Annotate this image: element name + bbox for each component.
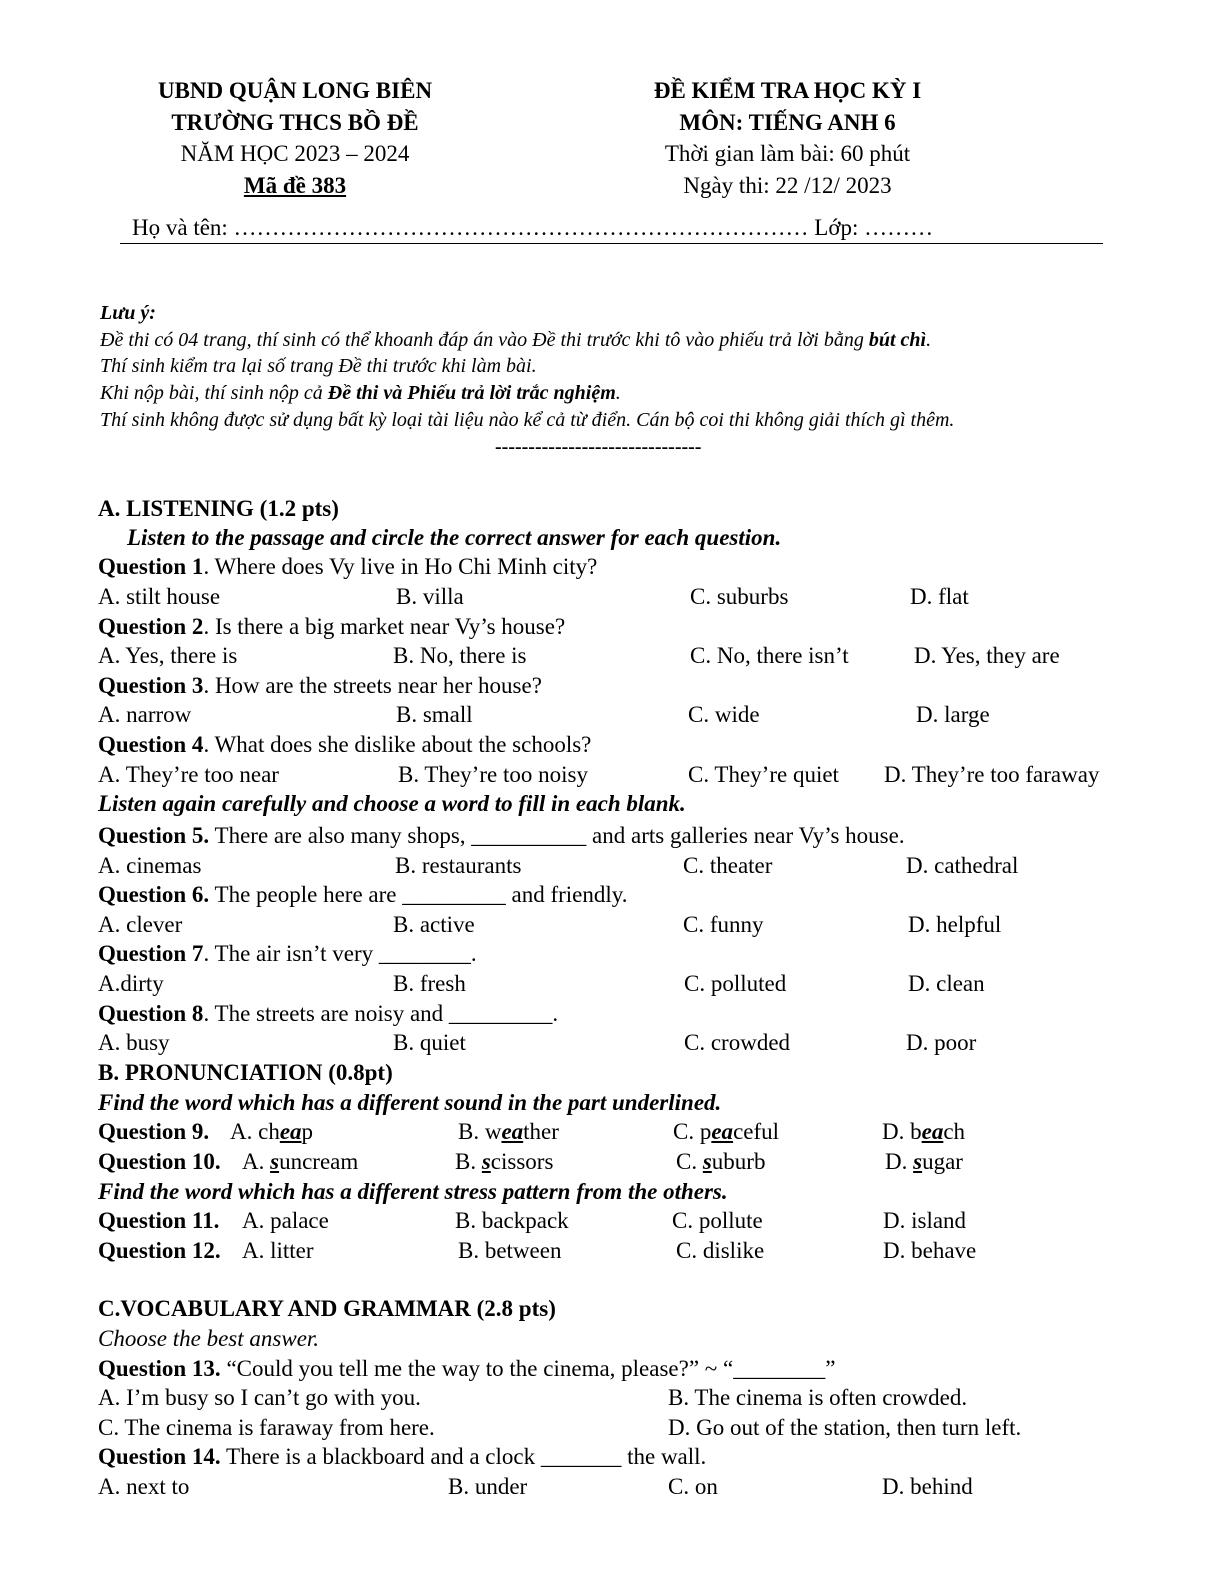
- q10-option-d[interactable]: [885, 1149, 963, 1175]
- q9-c-post: ceful: [733, 1119, 780, 1144]
- question-2-label: Question 2: [98, 614, 204, 639]
- q7-option-a[interactable]: A.dirty: [98, 971, 164, 996]
- q6-option-c[interactable]: C. funny: [683, 912, 764, 937]
- question-2-text: . Is there a big market near Vy’s house?: [203, 614, 566, 639]
- q11-option-a[interactable]: A. palace: [242, 1208, 329, 1233]
- question-14-label: Question 14.: [98, 1444, 221, 1469]
- section-a-instruction-1: Listen to the passage and circle the correct answer for each question.: [127, 525, 782, 550]
- q11-option-d[interactable]: D. island: [883, 1208, 967, 1233]
- header-exam-date: Ngày thi: 22 /12/ 2023: [683, 173, 892, 198]
- q7-option-c[interactable]: C. polluted: [684, 971, 787, 996]
- note-line-1-text: Đề thi có 04 trang, thí sinh có thể khoanh đáp án vào Đề thi trước khi tô vào phiếu trả lời bằng: [100, 329, 869, 351]
- question-5-text: There are also many shops, __________ and arts galleries near Vy’s house.: [209, 823, 905, 848]
- q11-label: Question 11.: [98, 1208, 220, 1233]
- q12-label: Question 12.: [98, 1238, 221, 1263]
- header-duration: Thời gian làm bài: 60 phút: [664, 141, 911, 166]
- header-exam-title: ĐỀ KIỂM TRA HỌC KỲ I: [653, 78, 922, 103]
- q10-b-post: cissors: [490, 1149, 554, 1174]
- header-school: TRƯỜNG THCS BỒ ĐỀ: [171, 110, 419, 135]
- q8-option-c[interactable]: C. crowded: [684, 1030, 791, 1055]
- question-5: [98, 823, 905, 849]
- question-4-text: . What does she dislike about the schools?: [203, 732, 592, 757]
- q9-b-underlined: ea: [501, 1119, 524, 1144]
- q14-option-c[interactable]: C. on: [668, 1474, 718, 1499]
- note-line-2: Thí sinh kiểm tra lại số trang Đề thi trước khi làm bài.: [100, 355, 537, 377]
- student-name-line: Họ và tên: ………………………………………………………………… Lớp: ………: [132, 215, 934, 240]
- q13-option-c[interactable]: C. The cinema is faraway from here.: [98, 1415, 435, 1440]
- q10-a-underlined: s: [270, 1149, 280, 1174]
- note-line-4: Thí sinh không được sử dụng bất kỳ loại tài liệu nào kể cả từ điển. Cán bộ coi thi không giải thích gì thêm.: [100, 409, 955, 431]
- q9-d-post: ch: [943, 1119, 966, 1144]
- question-2: [98, 614, 565, 640]
- q5-option-d[interactable]: D. cathedral: [906, 853, 1019, 878]
- q14-option-d[interactable]: D. behind: [882, 1474, 973, 1499]
- q9-d-underlined: ea: [921, 1119, 944, 1144]
- question-13-label: Question 13.: [98, 1356, 221, 1381]
- header-exam-code-wrap: [110, 173, 480, 199]
- note-line-3-end: .: [615, 382, 621, 404]
- q3-option-d[interactable]: D. large: [916, 702, 990, 727]
- note-line-1-end: .: [926, 329, 932, 351]
- q12-option-c[interactable]: C. dislike: [676, 1238, 765, 1263]
- q11-option-c[interactable]: C. pollute: [672, 1208, 763, 1233]
- question-7-text: . The air isn’t very ________.: [203, 941, 477, 966]
- q13-option-b[interactable]: B. The cinema is often crowded.: [668, 1385, 968, 1410]
- q5-option-c[interactable]: C. theater: [683, 853, 773, 878]
- q4-option-d[interactable]: D. They’re too faraway: [884, 762, 1100, 787]
- section-c-instruction: Choose the best answer.: [98, 1326, 320, 1351]
- question-6-label: Question 6.: [98, 882, 210, 907]
- question-4-label: Question 4: [98, 732, 204, 757]
- q9-option-b[interactable]: [458, 1119, 559, 1145]
- q9-option-c[interactable]: [673, 1119, 779, 1145]
- q1-option-c[interactable]: C. suburbs: [690, 584, 789, 609]
- q10-d-underlined: s: [913, 1149, 923, 1174]
- q2-option-c[interactable]: C. No, there isn’t: [690, 643, 849, 668]
- question-3-label: Question 3: [98, 673, 204, 698]
- q9-c-underlined: ea: [711, 1119, 734, 1144]
- question-1-text: . Where does Vy live in Ho Chi Minh city?: [203, 554, 598, 579]
- q2-option-a[interactable]: A. Yes, there is: [98, 643, 238, 668]
- question-8: [98, 1001, 558, 1027]
- section-c-title: C.VOCABULARY AND GRAMMAR (2.8 pts): [98, 1296, 556, 1321]
- question-6-text: The people here are _________ and friendly.: [209, 882, 628, 907]
- q9-label: Question 9.: [98, 1119, 210, 1144]
- section-a-title: A. LISTENING (1.2 pts): [98, 496, 339, 521]
- q10-d-pre: D.: [885, 1149, 914, 1174]
- question-1-label: Question 1: [98, 554, 204, 579]
- q11-option-b[interactable]: B. backpack: [455, 1208, 569, 1233]
- q14-option-a[interactable]: A. next to: [98, 1474, 190, 1499]
- q10-a-post: uncream: [279, 1149, 359, 1174]
- q9-a-underlined: ea: [279, 1119, 302, 1144]
- q10-c-pre: C.: [676, 1149, 703, 1174]
- section-b-instruction-2: Find the word which has a different stress pattern from the others.: [98, 1179, 728, 1204]
- q6-option-b[interactable]: B. active: [393, 912, 475, 937]
- question-1: [98, 554, 597, 580]
- q12-option-b[interactable]: B. between: [458, 1238, 562, 1263]
- q6-option-a[interactable]: A. clever: [98, 912, 183, 937]
- q8-option-a[interactable]: A. busy: [98, 1030, 170, 1055]
- question-5-label: Question 5.: [98, 823, 210, 848]
- q13-option-a[interactable]: A. I’m busy so I can’t go with you.: [98, 1385, 421, 1410]
- header-school-year: NĂM HỌC 2023 – 2024: [180, 141, 410, 166]
- exam-code: Mã đề 383: [243, 173, 347, 198]
- q3-option-c[interactable]: C. wide: [688, 702, 760, 727]
- question-14-text: There is a blackboard and a clock _______ the wall.: [220, 1444, 707, 1469]
- question-3: [98, 673, 542, 699]
- q5-option-b[interactable]: B. restaurants: [395, 853, 522, 878]
- q9-a-pre: A. ch: [230, 1119, 280, 1144]
- q9-option-a[interactable]: [230, 1119, 313, 1145]
- q6-option-d[interactable]: D. helpful: [908, 912, 1002, 937]
- q7-option-d[interactable]: D. clean: [908, 971, 985, 996]
- q8-option-b[interactable]: B. quiet: [393, 1030, 466, 1055]
- q4-option-b[interactable]: B. They’re too noisy: [398, 762, 588, 787]
- question-13-text: “Could you tell me the way to the cinema, please?” ~ “________”: [220, 1356, 836, 1381]
- q10-b-pre: B.: [455, 1149, 482, 1174]
- q7-option-b[interactable]: B. fresh: [393, 971, 466, 996]
- note-line-1: [100, 329, 931, 352]
- q10-d-post: ugar: [922, 1149, 963, 1174]
- question-8-text: . The streets are noisy and _________.: [203, 1001, 559, 1026]
- q12-option-a[interactable]: A. litter: [242, 1238, 314, 1263]
- q1-option-b[interactable]: B. villa: [396, 584, 464, 609]
- question-13: [98, 1356, 835, 1382]
- q1-option-d[interactable]: D. flat: [910, 584, 969, 609]
- q2-option-b[interactable]: B. No, there is: [393, 643, 527, 668]
- q8-option-d[interactable]: D. poor: [906, 1030, 977, 1055]
- q14-option-b[interactable]: B. under: [448, 1474, 528, 1499]
- section-a-instruction-2: Listen again carefully and choose a word to fill in each blank.: [98, 791, 686, 816]
- notes-divider: -------------------------------: [495, 436, 702, 458]
- q2-option-d[interactable]: D. Yes, they are: [914, 643, 1060, 668]
- question-4: [98, 732, 591, 758]
- q10-option-b[interactable]: [455, 1149, 553, 1175]
- q9-d-pre: D. b: [882, 1119, 922, 1144]
- q4-option-c[interactable]: C. They’re quiet: [688, 762, 839, 787]
- question-3-text: . How are the streets near her house?: [203, 673, 542, 698]
- question-14: [98, 1444, 706, 1470]
- q1-option-a[interactable]: A. stilt house: [98, 584, 221, 609]
- question-7: [98, 941, 477, 967]
- q9-a-post: p: [301, 1119, 314, 1144]
- question-8-label: Question 8: [98, 1001, 204, 1026]
- note-line-3-bold: Đề thi và Phiếu trả lời trắc nghiệm: [327, 382, 616, 404]
- q10-option-a[interactable]: [242, 1149, 358, 1175]
- notes-title: Lưu ý:: [100, 302, 156, 324]
- question-7-label: Question 7: [98, 941, 204, 966]
- header-rule: [120, 243, 1103, 244]
- section-b-title: B. PRONUNCIATION (0.8pt): [98, 1060, 393, 1085]
- q10-c-underlined: s: [702, 1149, 712, 1174]
- note-line-1-bold: bút chì: [868, 329, 927, 351]
- q9-b-pre: B. w: [458, 1119, 502, 1144]
- header-subject: MÔN: TIẾNG ANH 6: [679, 110, 896, 135]
- header-authority: UBND QUẬN LONG BIÊN: [157, 78, 433, 103]
- q12-option-d[interactable]: D. behave: [883, 1238, 977, 1263]
- question-6: [98, 882, 628, 908]
- q10-a-pre: A.: [242, 1149, 271, 1174]
- section-b-instruction-1: Find the word which has a different sound in the part underlined.: [98, 1090, 722, 1115]
- q10-b-underlined: s: [481, 1149, 491, 1174]
- q9-option-d[interactable]: [882, 1119, 965, 1145]
- q3-option-b[interactable]: B. small: [396, 702, 473, 727]
- q9-c-pre: C. p: [673, 1119, 712, 1144]
- q5-option-a[interactable]: A. cinemas: [98, 853, 202, 878]
- q13-option-d[interactable]: D. Go out of the station, then turn left.: [668, 1415, 1022, 1440]
- q10-option-c[interactable]: [676, 1149, 765, 1175]
- note-line-3-text: Khi nộp bài, thí sinh nộp cả: [100, 382, 328, 404]
- q10-label: Question 10.: [98, 1149, 221, 1174]
- q3-option-a[interactable]: A. narrow: [98, 702, 192, 727]
- q10-c-post: uburb: [711, 1149, 766, 1174]
- note-line-3: [100, 382, 621, 405]
- q9-b-post: ther: [523, 1119, 559, 1144]
- q4-option-a[interactable]: A. They’re too near: [98, 762, 279, 787]
